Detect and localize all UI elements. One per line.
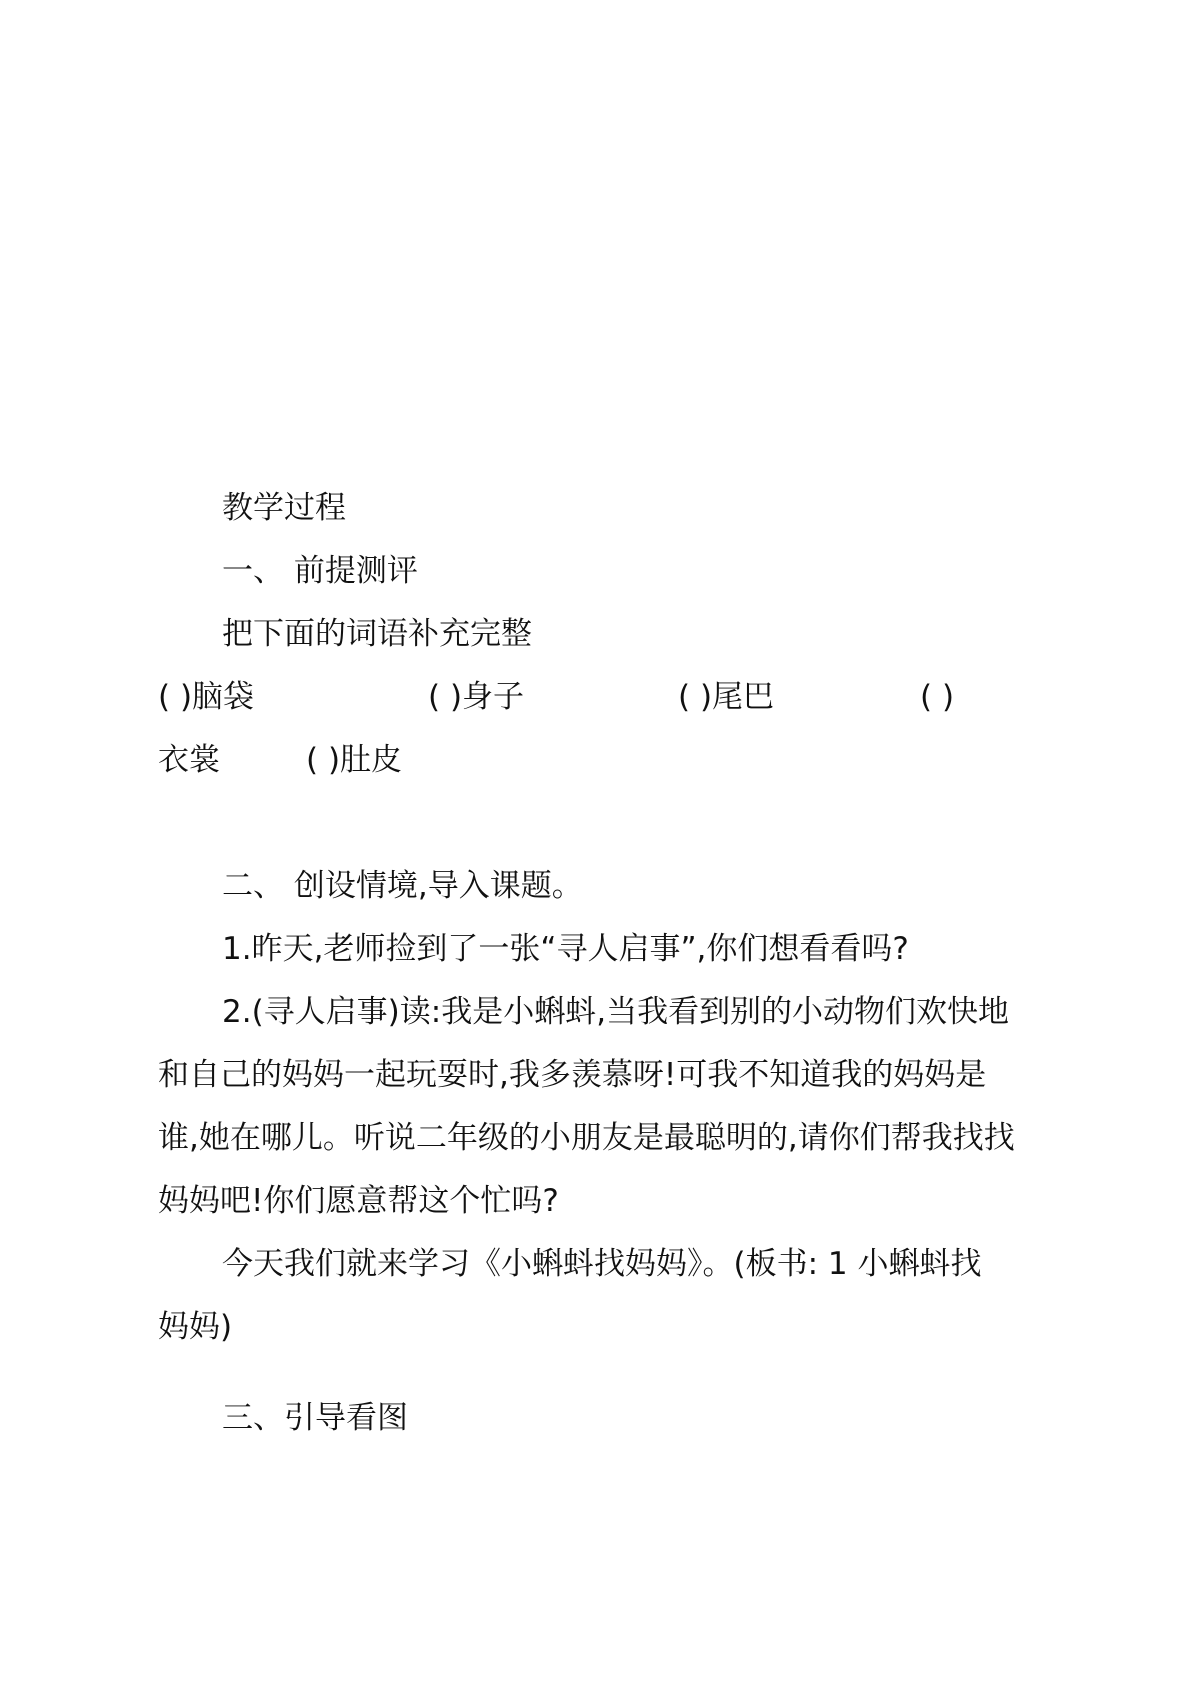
fill-item-naodai: ( )脑袋	[158, 679, 255, 715]
fill-item-dupi: ( )肚皮	[306, 742, 403, 778]
section2-paragraph-2-line-4: 妈妈吧!你们愿意帮这个忙吗?	[158, 1183, 559, 1219]
section1-instruction: 把下面的词语补充完整	[222, 616, 532, 652]
fill-item-blank: ( )	[920, 679, 955, 715]
fill-blank-row-2	[158, 740, 1058, 780]
section3-title: 三、引导看图	[222, 1400, 408, 1436]
fill-item-yishang: 衣裳	[158, 742, 220, 778]
section2-paragraph-3-line-2: 妈妈)	[158, 1309, 233, 1345]
fill-item-shenzi: ( )身子	[428, 679, 525, 715]
section1-title: 一、 前提测评	[222, 553, 418, 589]
section2-paragraph-3-line-1: 今天我们就来学习《小蝌蚪找妈妈》。(板书: 1 小蝌蚪找	[222, 1246, 982, 1282]
section2-paragraph-2-line-2: 和自己的妈妈一起玩耍时,我多羡慕呀!可我不知道我的妈妈是	[158, 1057, 987, 1093]
heading-teaching-process: 教学过程	[222, 490, 346, 526]
section2-title: 二、 创设情境,导入课题。	[222, 868, 583, 904]
fill-item-weiba: ( )尾巴	[678, 679, 775, 715]
section2-paragraph-1: 1.昨天,老师捡到了一张“寻人启事”,你们想看看吗?	[222, 931, 909, 967]
fill-blank-row-1	[158, 677, 1058, 717]
section2-paragraph-2-line-1: 2.(寻人启事)读:我是小蝌蚪,当我看到别的小动物们欢快地	[222, 994, 1010, 1030]
section2-paragraph-2-line-3: 谁,她在哪儿。听说二年级的小朋友是最聪明的,请你们帮我找找	[158, 1120, 1015, 1156]
